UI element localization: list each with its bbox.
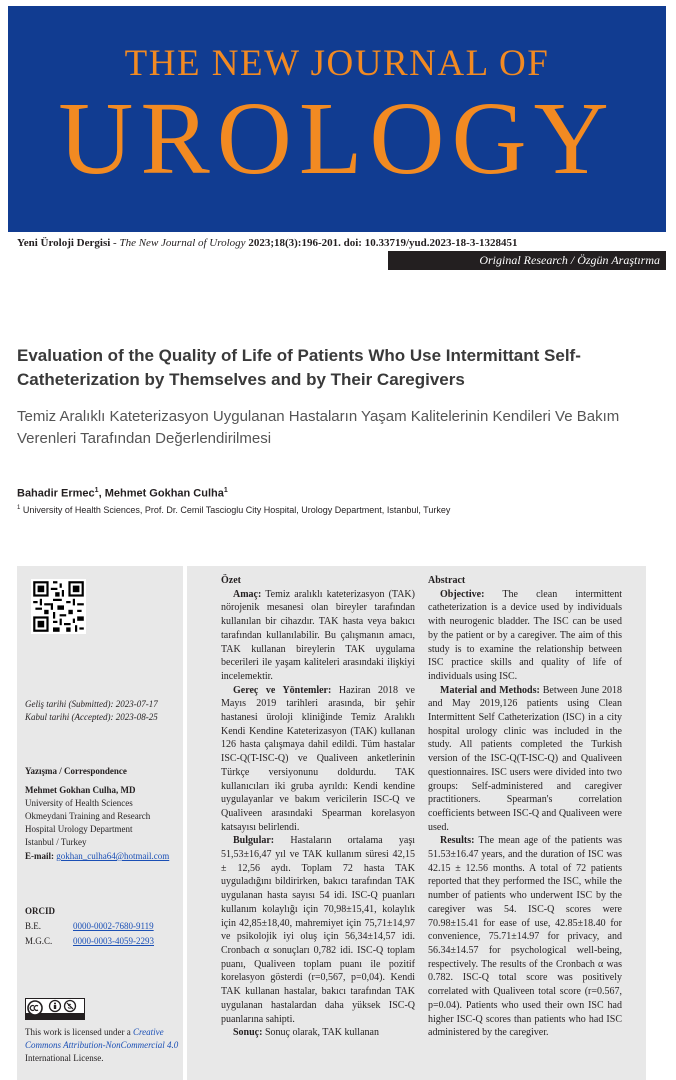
journal-name-tr: Yeni Üroloji Dergisi xyxy=(17,237,111,249)
abstract-tr-aim xyxy=(221,588,415,684)
article-title-tr: Temiz Aralıklı Kateterizasyon Uygulanan Hastaların Yaşam Kalitelerinin Kendileri Ve Bakım Verenleri Tarafından Değerlendirilmesi xyxy=(17,408,620,447)
author-name: Mehmet Gokhan Culha xyxy=(104,487,224,500)
email-link[interactable]: gokhan_culha64@hotmail.com xyxy=(56,851,170,861)
orcid-link[interactable]: 0000-0002-7680-9119 xyxy=(73,921,154,931)
journal-name-line1: THE NEW JOURNAL OF xyxy=(124,43,550,84)
license-text xyxy=(25,1026,180,1065)
license-link[interactable]: Creative Commons Attribution-NonCommercial 4.0 xyxy=(25,1027,179,1050)
cc-license-graphic xyxy=(26,999,84,1019)
submitted-date-text: Geliş tarihi (Submitted): 2023-07-17 xyxy=(25,699,158,709)
section-text: Hastaların ortalama yaşı 51,53±16,47 yıl ve TAK kullanım süresi 42,15 ± 12,56 aydı. Toplam 72 hasta TAK uyguladığını bildirirken, bakıcı tarafından TAK uygulanan hasta sayısı 54 idi. ISC-Q puanları kullanım kolaylığı için 70,98±15,41, kolaylık için 42,85±18,40, mahremiyet için 75,71±14,97 ve psikolojik iyi oluş için 56,34±14,57 idi. Cronbach α sonuçları 0,782 idi. ISC-Q toplam puanı, Qualiveen toplam puanı ile pozitif korelasyon gösterdi (r=0,567, p=0,04). Kendi TAK kullanan hastalar, bakıcı tarafından TAK uygulanan hastalardan daha yüksek ISC-Q puanlarına sahipti. xyxy=(221,835,415,1025)
section-label: Amaç: xyxy=(233,588,262,600)
citation-line xyxy=(17,236,518,250)
orcid-row xyxy=(25,921,154,931)
email-row xyxy=(25,850,169,863)
orcid-link[interactable]: 0000-0003-4059-2293 xyxy=(73,936,154,946)
journal-name-en: The New Journal of Urology xyxy=(119,237,246,249)
correspondence-line: University of Health Sciences xyxy=(25,798,133,808)
abstract-tr-heading: Özet xyxy=(221,575,241,586)
cc-by-nc-badge-icon[interactable] xyxy=(25,998,85,1020)
citation-separator: - xyxy=(110,237,120,249)
section-label: Sonuç: xyxy=(233,1027,263,1039)
journal-banner xyxy=(8,6,666,232)
qr-code-graphic xyxy=(31,579,86,634)
section-label: Objective: xyxy=(440,588,485,600)
accepted-date xyxy=(25,711,158,724)
article-title-en: Evaluation of the Quality of Life of Patients Who Use Intermittant Self-Catheterization by Themselves and by Their Caregivers xyxy=(17,346,581,389)
abstract-tr-methods xyxy=(221,684,415,835)
affiliation-sup: 1 xyxy=(17,505,21,511)
affiliation xyxy=(17,505,450,515)
section-label: Bulgular: xyxy=(233,835,275,847)
email-label: E-mail: xyxy=(25,851,57,861)
correspondence-line: Okmeydani Training and Research xyxy=(25,811,151,821)
abstract-en-results xyxy=(428,834,622,1040)
section-label: Results: xyxy=(440,835,475,847)
author-name: Bahadir Ermec xyxy=(17,487,95,500)
article-type-label: Original Research / Özgün Araştırma xyxy=(388,251,666,270)
correspondence-line: Hospital Urology Department xyxy=(25,824,133,834)
orcid-initials: B.E. xyxy=(25,921,42,931)
abstract-box xyxy=(187,566,646,1080)
abstract-tr-conclusion xyxy=(221,1026,415,1040)
author-affil-sup: 1 xyxy=(223,487,228,494)
qr-code-icon xyxy=(31,579,86,634)
author-separator: , xyxy=(98,487,105,500)
section-text: The clean intermittent catheterization is a device used by individuals with neurogenic bladder. The ISC can be used by the patient or by a caregiver. The aim of this study is to examine the relationship between ISC practice skills and quality of life of individuals using ISC. xyxy=(428,588,622,682)
abstract-tr-results xyxy=(221,834,415,1026)
abstract-en-heading: Abstract xyxy=(428,575,466,586)
section-label: Gereç ve Yöntemler: xyxy=(233,684,332,696)
abstract-tr-column xyxy=(221,574,415,1040)
section-label: Material and Methods: xyxy=(440,684,540,696)
author-list xyxy=(17,487,228,500)
section-text: Haziran 2018 ve Mayıs 2019 tarihleri arasında, bir şehir hastanesi üroloji kliniğinde Temiz Aralıklı Kendi Kendine Kateterizasyon (TAK) kullanan 126 hasta çalışmaya dahil edildi. Tüm hastalar ISC-Q(T-ISC-Q) ve Qualiveen anketlerinin Türkçe versiyonunu doldurdu. TAK kullanıcıları iki gruba ayrıldı: Kendi kendine uygulayanlar ve bakım vericilerin ISC-Q ve Qualiveen arasındaki Spearman korelasyon katsayısı belirlendi. xyxy=(221,684,415,833)
section-text: Temiz aralıklı kateterizasyon (TAK) nörojenik mesanesi olan bireyler tarafından kullanılan bir cihazdır. TAK hasta veya bakıcı tarafından kullanılabilir. Bu çalışmanın amacı, TAK kullanan bireylerin TAK uygulama becerileri ile yaşam kaliteleri arasındaki ilişkiyi incelemektir. xyxy=(221,588,415,682)
author-affil-sup: 1 xyxy=(94,487,99,494)
correspondence-name: Mehmet Gokhan Culha, MD xyxy=(25,785,136,795)
abstract-en-objective xyxy=(428,588,622,684)
citation-details: 2023;18(3):196-201. doi: 10.33719/yud.2023-18-3-1328451 xyxy=(245,237,518,249)
journal-name-line2: UROLOGY xyxy=(58,81,616,196)
submitted-date xyxy=(25,698,158,711)
section-text: The mean age of the patients was 51.53±16.47 years, and the duration of ISC was 42.15 ± 12.56 months. A total of 72 patients reported that they performed the ISC, while the number of patients who underwent ISC by the caregiver was 54. ISC-Q scores were 70.98±15.41 for ease of use, 42.85±18.40 for convenience, 75.71±14.97 for privacy, and 56.34±14.57 for psychological well-being, respectively. The results of the Cronbach α was 0.782. ISC-Q total score was positively correlated with Qualiveen total score (r=0.567, p=0.04). Patients who used their own ISC had higher ISC-Q scores than patients who had ISC administered by the caregiver. xyxy=(428,835,622,1039)
license-pre: This work is licensed under a xyxy=(25,1027,133,1037)
orcid-row xyxy=(25,936,154,946)
section-text: Sonuç olarak, TAK kullanan xyxy=(262,1027,379,1039)
abstract-en-methods xyxy=(428,684,622,835)
correspondence-heading: Yazışma / Correspondence xyxy=(25,766,127,776)
orcid-initials: M.G.C. xyxy=(25,936,53,946)
article-sidebar xyxy=(17,566,183,1080)
accepted-date-text: Kabul tarihi (Accepted): 2023-08-25 xyxy=(25,712,158,722)
license-post: International License. xyxy=(25,1053,104,1063)
orcid-heading: ORCID xyxy=(25,906,56,916)
section-text: Between June 2018 and May 2019,126 patients using Clean Intermittent Self Catheterization (ISC) in a city hospital urology clinic was included in the study. All patients completed the Turkish version of the ISC-Q(T-ISC-Q) and Qualiveen questionnaires. ISC users were divided into two groups: Self-administered and caregiver practitioners. Spearman's correlation coefficients between ISC-Q and Qualiveen were used. xyxy=(428,684,622,833)
abstract-en-column xyxy=(428,574,622,1040)
affiliation-text: University of Health Sciences, Prof. Dr. Cemil Tascioglu City Hospital, Urology Department, Istanbul, Turkey xyxy=(20,505,451,515)
correspondence-line: Istanbul / Turkey xyxy=(25,837,87,847)
